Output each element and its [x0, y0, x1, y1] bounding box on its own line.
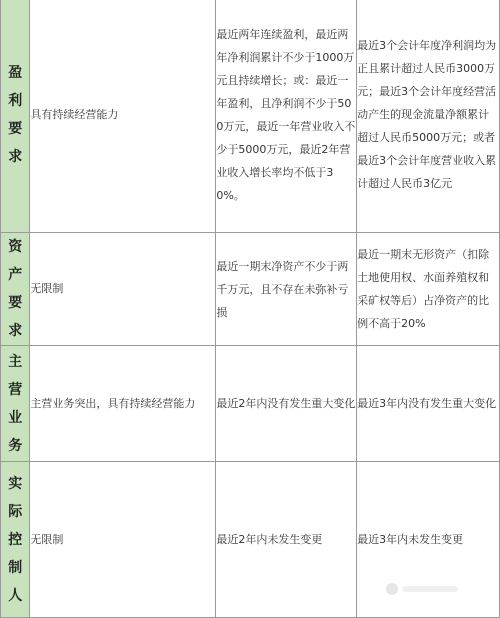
description-text: 无限制: [30, 532, 64, 546]
category-char: 主: [8, 353, 23, 370]
description-cell: [30, 0, 216, 233]
category-char: 求: [8, 148, 23, 165]
category-char: 盈: [8, 64, 23, 81]
category-label-business: [8, 348, 22, 460]
category-label-profit: [8, 59, 22, 171]
description-text: 具有持续经营能力: [30, 107, 119, 121]
main-board-cell: [216, 0, 357, 233]
category-cell: [1, 233, 30, 346]
category-char: 利: [8, 92, 23, 109]
category-char: 实: [8, 475, 23, 492]
table-row: [1, 346, 500, 462]
main-board-cell: [216, 346, 357, 462]
table-row: [1, 233, 500, 346]
description-cell: [30, 233, 216, 346]
main-board-text: 最近2年内没有发生重大变化: [216, 397, 356, 410]
gem-board-text: 最近3年内没有发生重大变化: [357, 397, 497, 410]
category-label-assets: [8, 233, 22, 345]
category-char: 人: [8, 587, 23, 604]
category-char: 产: [8, 267, 23, 283]
table-row: [1, 0, 500, 233]
description-cell: [30, 346, 216, 462]
watermark: [386, 582, 466, 596]
watermark-bar: [402, 586, 458, 592]
main-board-cell: [216, 233, 357, 346]
main-board-text: 最近一期末净资产不少于两千万元，且不存在未弥补亏损: [216, 259, 349, 319]
main-board-cell: [216, 462, 357, 618]
category-char: 际: [8, 503, 23, 520]
category-char: 务: [8, 437, 23, 454]
gem-board-text: 最近一期末无形资产（扣除土地使用权、水面养殖权和采矿权等后）占净资产的比例不高于20%: [357, 248, 490, 330]
category-cell: [1, 462, 30, 618]
main-board-text: 最近两年连续盈利，最近两年净利润累计不少于1000万元且持续增长；或：最近一年盈利，且净利润不少于500万元，最近一年营业收入不少于5000万元，最近2年营业收入增长率均不低于30%。: [216, 27, 356, 202]
watermark-logo-icon: [386, 583, 398, 595]
description-text: 无限制: [30, 282, 64, 295]
gem-board-cell: [357, 0, 500, 233]
category-char: 营: [8, 381, 23, 398]
gem-board-cell: [357, 346, 500, 462]
main-board-text: 最近2年内未发生变更: [216, 533, 323, 546]
category-char: 制: [8, 559, 23, 576]
gem-board-text: 最近3年内未发生变更: [357, 533, 464, 546]
category-cell: [1, 0, 30, 233]
gem-board-cell: [357, 233, 500, 346]
category-char: 业: [8, 409, 23, 426]
category-char: 要: [8, 295, 23, 311]
category-char: 求: [8, 323, 23, 339]
category-cell: [1, 346, 30, 462]
description-text: 主营业务突出，具有持续经营能力: [30, 396, 196, 410]
category-label-controller: [8, 470, 22, 610]
category-char: 控: [8, 531, 23, 548]
category-char: 资: [8, 239, 23, 255]
gem-board-text: 最近3个会计年度净利润均为正且累计超过人民币3000万元；最近3个会计年度经营活动产生的现金流量净额累计超过人民币5000万元；或者最近3个会计年度营业收入累计超过人民币3亿元: [357, 39, 497, 190]
description-cell: [30, 462, 216, 618]
category-char: 要: [8, 120, 23, 137]
